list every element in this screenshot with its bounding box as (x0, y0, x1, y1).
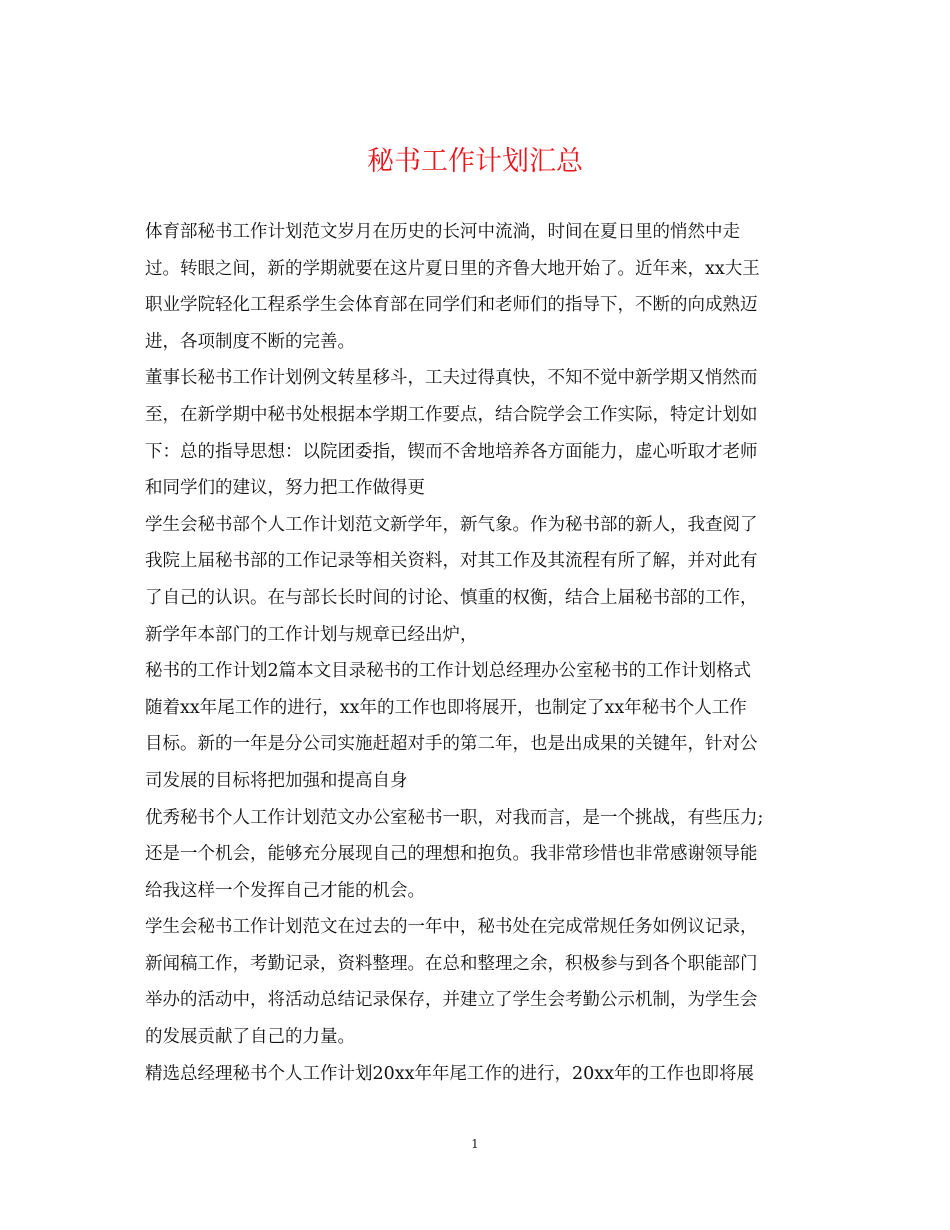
paragraph (145, 800, 805, 910)
text-line: 下：总的指导思想：以院团委指，锲而不舍地培养各方面能力，虚心听取才老师 (145, 441, 758, 462)
text-line: 新闻稿工作，考勤记录，资料整理。在总和整理之余，积极参与到各个职能部门 (145, 953, 758, 974)
text-line: 给我这样一个发挥自己才能的机会。 (145, 880, 425, 901)
page-number: 1 (471, 1137, 479, 1151)
document-title: 秘书工作计划汇总 (367, 146, 583, 177)
text-line: 过。转眼之间，新的学期就要在这片夏日里的齐鲁大地开始了。近年来，xx大王 (145, 258, 760, 279)
paragraph (145, 653, 805, 799)
text-line: 了自己的认识。在与部长长时间的讨论、慎重的权衡，结合上届秘书部的工作， (145, 587, 758, 608)
document-body (145, 214, 805, 1092)
text-line: 进，各项制度不断的完善。 (145, 331, 355, 352)
text-line: 新学年本部门的工作计划与规章已经出炉， (145, 624, 478, 645)
paragraph (145, 1056, 805, 1093)
text-line: 举办的活动中，将活动总结记录保存，并建立了学生会考勤公示机制，为学生会 (145, 990, 758, 1011)
text-line: 的发展贡献了自己的力量。 (145, 1027, 355, 1048)
text-line: 我院上届秘书部的工作记录等相关资料，对其工作及其流程有所了解，并对此有 (145, 551, 758, 572)
text-line: 体育部秘书工作计划范文岁月在历史的长河中流淌，时间在夏日里的悄然中走 (145, 222, 740, 242)
text-line: 还是一个机会，能够充分展现自己的理想和抱负。我非常珍惜也非常感谢领导能 (145, 844, 758, 865)
text-line: 随着xx年尾工作的进行，xx年的工作也即将展开，也制定了xx年秘书个人工作 (145, 697, 747, 718)
text-line: 目标。新的一年是分公司实施赶超对手的第二年，也是出成果的关键年，针对公 (145, 734, 758, 755)
text-line: 司发展的目标将把加强和提高自身 (145, 770, 408, 791)
paragraph (145, 507, 805, 653)
text-line: 学生会秘书工作计划范文在过去的一年中，秘书处在完成常规任务如例议记录， (145, 917, 758, 938)
text-line: 董事长秘书工作计划例文转星移斗，工夫过得真快，不知不觉中新学期又悄然而 (145, 368, 758, 389)
text-line: 学生会秘书部个人工作计划范文新学年，新气象。作为秘书部的新人，我查阅了 (145, 514, 758, 535)
text-line: 至，在新学期中秘书处根据本学期工作要点，结合院学会工作实际，特定计划如 (145, 404, 758, 425)
paragraph (145, 909, 805, 1055)
text-line: 精选总经理秘书个人工作计划20xx年年尾工作的进行，20xx年的工作也即将展 (145, 1063, 755, 1084)
paragraph (145, 360, 805, 506)
text-line: 秘书的工作计划2篇本文目录秘书的工作计划总经理办公室秘书的工作计划格式 (145, 661, 752, 682)
text-line: 优秀秘书个人工作计划范文办公室秘书一职，对我而言，是一个挑战，有些压力; (145, 807, 764, 828)
paragraph (145, 214, 805, 360)
text-line: 职业学院轻化工程系学生会体育部在同学们和老师们的指导下，不断的向成熟迈 (145, 295, 758, 316)
text-line: 和同学们的建议，努力把工作做得更 (145, 478, 425, 499)
